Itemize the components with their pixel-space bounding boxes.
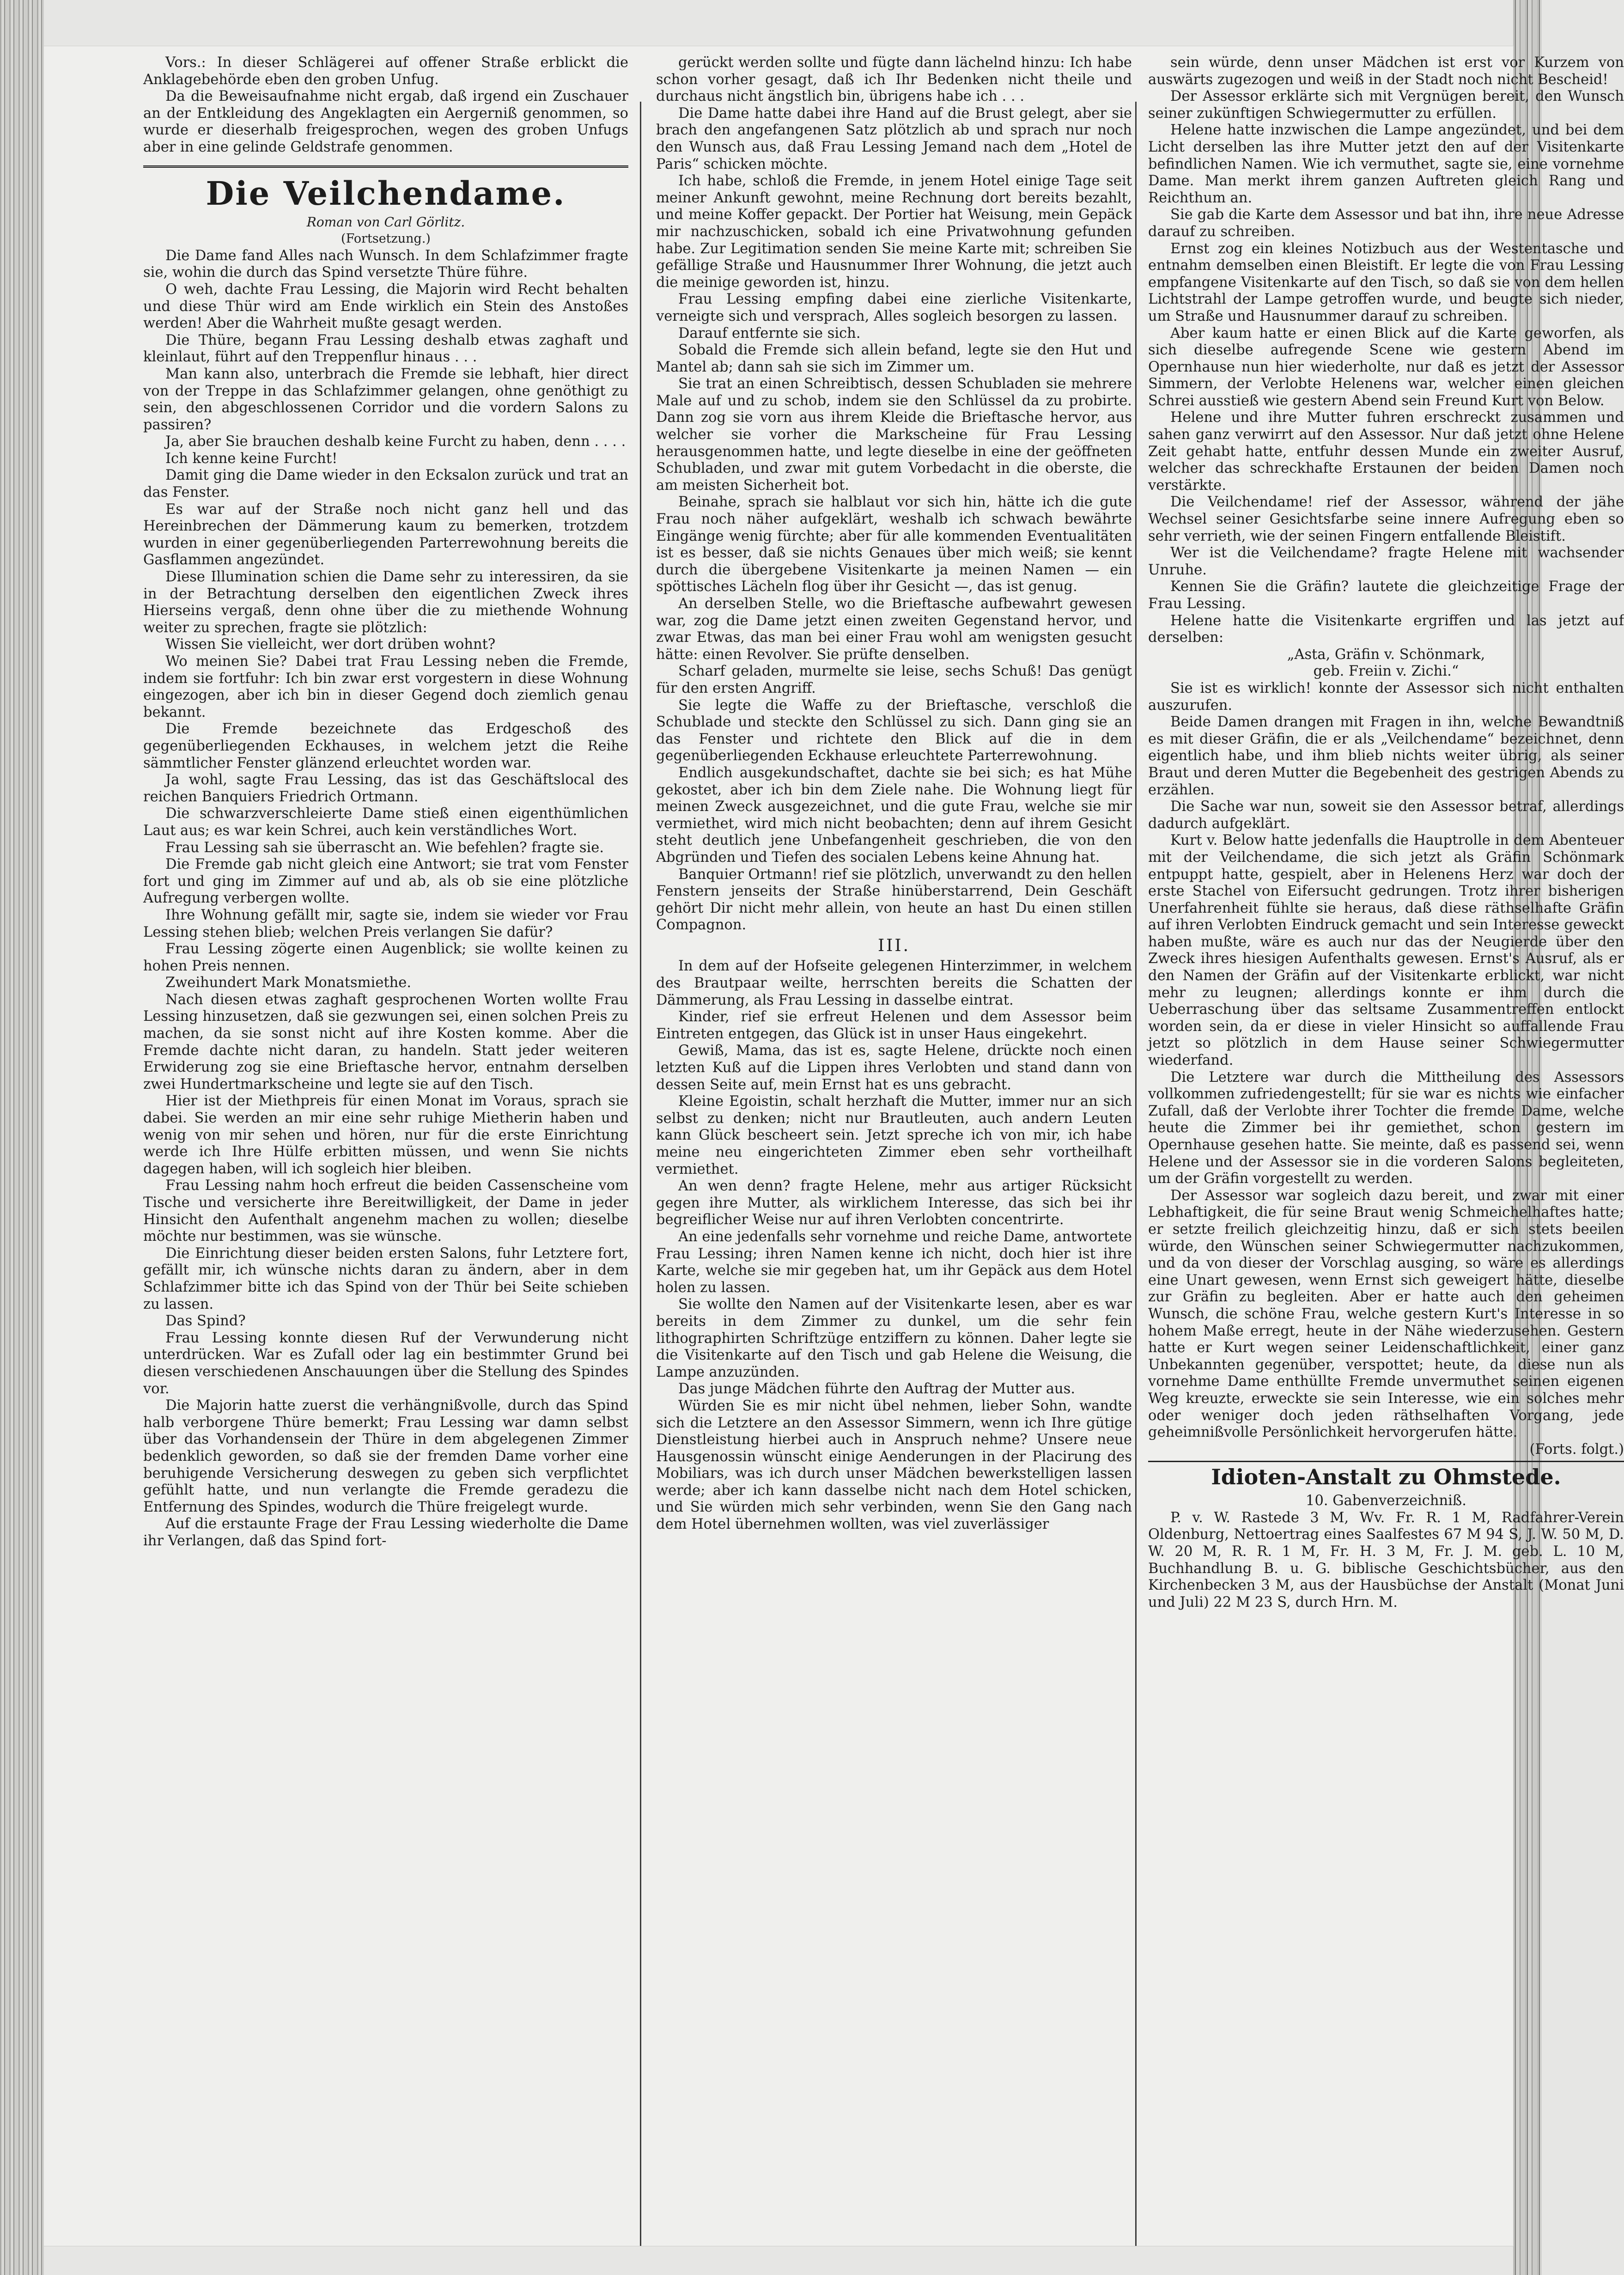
story-paragraph: Die Thüre, begann Frau Lessing deshalb etwas zaghaft und kleinlaut, führt auf den Treppenflur hinaus . . .	[143, 332, 628, 366]
chapter-number: III.	[877, 936, 911, 955]
story-body-col1	[143, 248, 628, 1550]
column-2	[656, 55, 1132, 2226]
story-paragraph: Ich habe, schloß die Fremde, in jenem Hotel einige Tage seit meiner Ankunft gewohnt, meine Rechnung dort bereits bezahlt, und meine Koffer gepackt. Der Portier hat Weisung, mein Gepäck mir nachzuschicken, sobald ich eine Privatwohnung gefunden habe. Zur Legitimation senden Sie meine Karte mit; schreiben Sie gefällige Straße und Hausnummer Ihrer Wohnung, die jetzt auch die meinige geworden ist, hinzu.	[656, 173, 1132, 291]
page-edge-left	[0, 0, 44, 2275]
intro-paragraph: Vors.: In dieser Schlägerei auf offener Straße erblickt die Anklagebehörde eben den groben Unfug.	[143, 55, 628, 88]
story-paragraph: Die Fremde gab nicht gleich eine Antwort; sie trat vom Fenster fort und ging im Zimmer auf und ab, als ob sie eine plötzliche Aufregung verbergen wollte.	[143, 856, 628, 907]
story-body-col3a	[1148, 55, 1624, 647]
story-paragraph: Die schwarzverschleierte Dame stieß einen eigenthümlichen Laut aus; es war kein Schrei, auch kein verständliches Wort.	[143, 805, 628, 839]
story-paragraph: Ihre Wohnung gefällt mir, sagte sie, indem sie wieder vor Frau Lessing stehen blieb; welchen Preis verlangen Sie dafür?	[143, 907, 628, 940]
story-paragraph: Sie ist es wirklich! konnte der Assessor sich nicht enthalten auszurufen.	[1148, 680, 1624, 714]
story-paragraph: Ich kenne keine Furcht!	[165, 450, 338, 467]
story-byline: Roman von Carl Görlitz.	[306, 214, 465, 230]
notice-text: P. v. W. Rastede 3 M, Wv. Fr. R. 1 M, Radfahrer-Verein Oldenburg, Nettoertrag eines Saalfestes 67 M 94 S, J. W. 50 M, D. W. 20 M, R. R. 1 M, Fr. H. 3 M, Fr. J. M. geb. L. 10 M, Buchhandlung B. u. G. biblische Geschichtsbücher, aus den Kirchenbecken 3 M, aus der Hausbüchse der Anstalt (Monat Juni und Juli) 22 M 23 S, durch Hrn. M.	[1148, 1509, 1624, 1610]
story-paragraph: Frau Lessing konnte diesen Ruf der Verwunderung nicht unterdrücken. War es Zufall oder lag ein bestimmter Grund bei diesen verschiedenen Anschauungen über die Stellung des Spindes vor.	[143, 1330, 628, 1397]
story-continued: (Fortsetzung.)	[341, 232, 431, 246]
story-paragraph: Nach diesen etwas zaghaft gesprochenen Worten wollte Frau Lessing hinzusetzen, daß sie gezwungen sei, einen solchen Preis zu machen, da sie sonst nicht auf ihre Kosten komme. Aber die Fremde dachte nicht daran, zu handeln. Statt jeder weiteren Erwiderung zog sie eine Brieftasche hervor, entnahm derselben zwei Hundertmarkscheine und legte sie auf den Tisch.	[143, 991, 628, 1092]
story-paragraph: Die Sache war nun, soweit sie den Assessor betraf, allerdings dadurch aufgeklärt.	[1148, 799, 1624, 832]
story-paragraph: Hier ist der Miethpreis für einen Monat im Voraus, sprach sie dabei. Sie werden an mir eine sehr ruhige Mietherin haben und wenig von mir sehen und hören, nur für die erste Einrichtung werde ich Ihre Hülfe erbitten müssen, und wenn Sie nichts dagegen haben, will ich sogleich hier bleiben.	[143, 1093, 628, 1177]
story-paragraph: Beinahe, sprach sie halblaut vor sich hin, hätte ich die gute Frau noch näher aufgeklärt, weshalb ich schwach bewährte Eingänge wenig fürchte; aber für alle kommenden Eventualitäten ist es besser, daß sie nichts Genaues über mich weiß; sie kennt durch die übergebene Visitenkarte ja meinen Namen — ein spöttisches Lächeln flog über ihr Gesicht —, das ist genug.	[656, 494, 1132, 595]
story-body-col2a	[656, 55, 1132, 934]
newspaper-page	[44, 46, 1624, 2246]
story-paragraph: Diese Illumination schien die Dame sehr zu interessiren, da sie in der Betrachtung derselben den eigentlichen Zweck ihres Hierseins vergaß, denn ohne über die zu miethende Wohnung weiter zu sprechen, fragte sie plötzlich:	[143, 569, 628, 636]
story-paragraph: Ja, aber Sie brauchen deshalb keine Furcht zu haben, denn . . . .	[165, 433, 626, 450]
intro-paragraph: Da die Beweisaufnahme nicht ergab, daß irgend ein Zuschauer an der Entkleidung des Angeklagten ein Aergerniß genommen, so wurde er dieserhalb freigesprochen, wegen des groben Unfugs aber in eine gelinde Geldstrafe genommen.	[143, 88, 628, 155]
story-paragraph: gerückt werden sollte und fügte dann lächelnd hinzu: Ich habe schon vorher gesagt, daß ich Ihr Bedenken nicht theile und durchaus nicht ängstlich bin, übrigens habe ich . . .	[656, 55, 1132, 105]
column-3	[1148, 55, 1624, 2226]
notice-rule	[1148, 1461, 1624, 1462]
story-paragraph: Banquier Ortmann! rief sie plötzlich, unverwandt zu den hellen Fenstern jenseits der Straße hinüberstarrend, Dein Geschäft gehört Dir nicht mehr allein, von heute an hast Du einen stillen Compagnon.	[656, 866, 1132, 933]
story-paragraph: Die Letztere war durch die Mittheilung des Assessors vollkommen zufriedengestellt; für sie war es nichts wie einfacher Zufall, daß der Verlobte ihrer Tochter die fremde Dame, welche heute die Zimmer bei ihr gemiethet, schon gestern im Opernhause gesehen hatte. Sie meinte, daß es passend sei, wenn Helene und der Assessor sie in die vorderen Salons begleiteten, um der Gräfin vorgestellt zu werden.	[1148, 1069, 1624, 1187]
story-paragraph: Ja wohl, sagte Frau Lessing, das ist das Geschäftslocal des reichen Banquiers Friedrich Ortmann.	[143, 772, 628, 805]
notice-subtitle: 10. Gabenverzeichniß.	[1306, 1493, 1466, 1509]
story-paragraph: Frau Lessing empfing dabei eine zierliche Visitenkarte, verneigte sich und versprach, Alles sogleich besorgen zu lassen.	[656, 291, 1132, 324]
story-paragraph: Darauf entfernte sie sich.	[678, 325, 861, 342]
section-divider	[143, 165, 628, 168]
story-paragraph: Frau Lessing zögerte einen Augenblick; sie wollte keinen zu hohen Preis nennen.	[143, 941, 628, 974]
story-paragraph: Die Majorin hatte zuerst die verhängnißvolle, durch das Spind halb verborgene Thüre bemerkt; Frau Lessing war damn selbst über das Vorhandensein der Thüre in dem abgelegenen Zimmer bedenklich geworden, so daß sie der fremden Dame vorher eine beruhigende Versicherung deswegen zu geben sich verpflichtet gefühlt hatte, und nun verlangte die Fremde geradezu die Entfernung des Spindes, wodurch die Thüre freigelegt wurde.	[143, 1397, 628, 1515]
story-paragraph: Aber kaum hatte er einen Blick auf die Karte geworfen, als sich dieselbe aufregende Scene wie gestern Abend im Opernhause nun hier wiederholte, nur daß es jetzt der Assessor Simmern, der Verlobte Helenens war, welcher einen gleichen Schrei ausstieß wie gestern Abend sein Freund Kurt von Below.	[1148, 325, 1624, 409]
story-paragraph: Die Fremde bezeichnete das Erdgeschoß des gegenüberliegenden Eckhauses, in welchem jetzt die Reihe sämmtlicher Fenster glänzend erleuchtet worden war.	[143, 721, 628, 771]
story-paragraph: Helene hatte inzwischen die Lampe angezündet, und bei dem Licht derselben las ihre Mutter jetzt den auf der Visitenkarte befindlichen Namen. Wie ich vermuthet, sagte sie, eine vornehme Dame. Man merkt ihrem ganzen Auftreten gleich Rang und Reichthum an.	[1148, 122, 1624, 206]
story-paragraph: Sobald die Fremde sich allein befand, legte sie den Hut und Mantel ab; dann sah sie sich im Zimmer um.	[656, 342, 1132, 375]
story-paragraph: Das Spind?	[165, 1313, 246, 1330]
story-paragraph: Wissen Sie vielleicht, wer dort drüben wohnt?	[165, 636, 496, 653]
story-paragraph: Damit ging die Dame wieder in den Ecksalon zurück und trat an das Fenster.	[143, 467, 628, 501]
column-rule	[640, 102, 641, 2246]
story-paragraph: Sie trat an einen Schreibtisch, dessen Schubladen sie mehrere Male auf und zu schob, indem sie den Schlüssel da zu probirte. Dann zog sie vorn aus ihrem Kleide die Brieftasche hervor, aus welcher sie vorher die Markscheine für Frau Lessing herausgenommen hatte, und legte dieselbe in eine der geöffneten Schubladen, und zwar mit gutem Vorbedacht in die oberste, die am meisten Sicherheit bot.	[656, 376, 1132, 494]
visiting-card-line: geb. Freiin v. Zichi.“	[1313, 663, 1459, 680]
story-paragraph: Man kann also, unterbrach die Fremde sie lebhaft, hier direct von der Treppe in das Schlafzimmer gelangen, ohne genöthigt zu sein, den abgeschlossenen Corridor und die vordern Salons zu passiren?	[143, 366, 628, 433]
story-paragraph: Scharf geladen, murmelte sie leise, sechs Schuß! Das genügt für den ersten Angriff.	[656, 663, 1132, 696]
story-paragraph: Die Einrichtung dieser beiden ersten Salons, fuhr Letztere fort, gefällt mir, ich wünsche nichts daran zu ändern, aber in dem Schlafzimmer bitte ich das Spind von der Thür bei Seite schieben zu lassen.	[143, 1245, 628, 1312]
story-paragraph: Frau Lessing sah sie überrascht an. Wie befehlen? fragte sie.	[165, 839, 604, 856]
story-paragraph: Sie gab die Karte dem Assessor und bat ihn, ihre neue Adresse darauf zu schreiben.	[1148, 207, 1624, 240]
story-paragraph: Sie legte die Waffe zu der Brieftasche, verschloß die Schublade und steckte den Schlüssel zu sich. Dann ging sie an das Fenster und richtete den Blick auf die in dem gegenüberliegenden Eckhause erleuchtete Parterrewohnung.	[656, 697, 1132, 764]
story-paragraph: O weh, dachte Frau Lessing, die Majorin wird Recht behalten und diese Thür wird am Ende wirklich ein Stein des Anstoßes werden! Aber die Wahrheit mußte gesagt werden.	[143, 281, 628, 332]
story-paragraph: sein würde, denn unser Mädchen ist erst vor Kurzem von auswärts zugezogen und weiß in der Stadt noch nicht Bescheid!	[1148, 55, 1624, 88]
story-paragraph: Sie wollte den Namen auf der Visitenkarte lesen, aber es war bereits in dem Zimmer zu dunkel, um die sehr fein lithographirten Schriftzüge entziffern zu können. Daher legte sie die Visitenkarte auf den Tisch und gab Helene die Weisung, die Lampe anzuzünden.	[656, 1296, 1132, 1380]
story-paragraph: Beide Damen drangen mit Fragen in ihn, welche Bewandtniß es mit dieser Gräfin, die er als „Veilchendame“ bezeichnet, denn eigentlich habe, und ihm blieb nichts weiter übrig, als seiner Braut und deren Mutter die Begebenheit des gestrigen Abends zu erzählen.	[1148, 714, 1624, 798]
story-paragraph: Die Dame fand Alles nach Wunsch. In dem Schlafzimmer fragte sie, wohin die durch das Spind versetzte Thüre führe.	[143, 247, 628, 281]
story-body-col3b	[1148, 680, 1624, 1441]
notice-title: Idioten-Anstalt zu Ohmstede.	[1211, 1464, 1561, 1490]
story-paragraph: An eine jedenfalls sehr vornehme und reiche Dame, antwortete Frau Lessing; ihren Namen kenne ich nicht, doch hier ist ihre Karte, welche sie mir gegeben hat, um ihr Gepäck aus dem Hotel holen zu lassen.	[656, 1228, 1132, 1296]
story-paragraph: An wen denn? fragte Helene, mehr aus artiger Rücksicht gegen ihre Mutter, als wirklichem Interesse, das sich bei ihr begreiflicher Weise nur auf ihren Verlobten concentrirte.	[656, 1178, 1132, 1228]
column-rule	[1135, 102, 1137, 2246]
story-paragraph: Frau Lessing nahm hoch erfreut die beiden Cassenscheine vom Tische und versicherte ihre Bereitwilligkeit, der Dame in jeder Hinsicht den Aufenthalt angenehm machen zu wollen; dieselbe möchte nur bestimmen, was sie wünsche.	[143, 1177, 628, 1245]
story-body-col2b	[656, 958, 1132, 1533]
story-paragraph: Der Assessor war sogleich dazu bereit, und zwar mit einer Lebhaftigkeit, die für seine Braut wenig Schmeichelhaftes hatte; er setzte freilich gleichzeitig hinzu, daß er sich stets beeilen würde, den Wünschen seiner Schwiegermutter nachzukommen, und da von dieser der Vorschlag ausging, so wäre es allerdings eine Unart gewesen, wenn Ernst sich geweigert hätte, dieselbe zur Gräfin zu begleiten. Aber er hatte auch den geheimen Wunsch, die schöne Frau, welche gestern Kurt's Interesse in so hohem Maße erregt, heute in der Nähe wiederzusehen. Gestern hatte er Kurt wegen seiner Leidenschaftlichkeit, einer ganz Unbekannten gegenüber, verspottet; heute, da diese nun als vornehme Dame enthüllte Fremde unvermuthet seinen eigenen Weg kreuzte, erweckte sie sein Interesse, wie ein solches mehr oder weniger doch jeden räthselhaften Vorgang, jede geheimnißvolle Persönlichkeit hervorgerufen hätte.	[1148, 1187, 1624, 1441]
story-paragraph: Zweihundert Mark Monatsmiethe.	[165, 975, 412, 991]
story-paragraph: Würden Sie es mir nicht übel nehmen, lieber Sohn, wandte sich die Letztere an den Assessor Simmern, wenn ich Ihre gütige Dienstleistung hierbei auch in Anspruch nehme? Unsere neue Hausgenossin wünscht einige Aenderungen in der Placirung des Mobiliars, was ich durch unser Mädchen bewerkstelligen lassen werde; aber ich kann dasselbe nicht nach dem Hotel schicken, und Sie würden mich sehr verbinden, wenn Sie den Gang nach dem Hotel übernehmen wollten, was viel zuverlässiger	[656, 1397, 1132, 1533]
continuation-note: (Forts. folgt.)	[1529, 1441, 1624, 1458]
story-paragraph: Kurt v. Below hatte jedenfalls die Hauptrolle in dem Abenteuer mit der Veilchendame, die sich jetzt als Gräfin Schönmark entpuppt hatte, gespielt, aber in Helenens Herz war doch der erste Stachel von Eifersucht gedrungen. Trotz ihrer bisherigen Unerfahrenheit fühlte sie heraus, daß diese räthselhafte Gräfin auf ihren Verlobten Eindruck gemacht und sein Interesse geweckt haben mußte, wäre es auch nur das der Neugierde über den Zweck ihres hiesigen Aufenthalts gewesen. Ernst's Ausruf, als er den Namen der Gräfin auf der Visitenkarte erblickt, war nicht mehr zu leugnen; allerdings konnte er ihm durch die Ueberraschung über das seltsame Zusammentreffen entlockt worden sein, da er diese in vieler Hinsicht so auffallende Frau jetzt so plötzlich in dem Hause seiner Schwiegermutter wiederfand.	[1148, 832, 1624, 1069]
story-paragraph: Die Veilchendame! rief der Assessor, während der jähe Wechsel seiner Gesichtsfarbe seine innere Aufregung eben so sehr verrieth, wie der seinen Fingern entfallende Bleistift.	[1148, 494, 1624, 544]
story-paragraph: In dem auf der Hofseite gelegenen Hinterzimmer, in welchem des Brautpaar weilte, herrschten bereits die Schatten der Dämmerung, als Frau Lessing in dasselbe eintrat.	[656, 958, 1132, 1008]
visiting-card-line: „Asta, Gräfin v. Schönmark,	[1287, 646, 1485, 663]
column-1	[143, 55, 628, 2226]
story-paragraph: Auf die erstaunte Frage der Frau Lessing wiederholte die Dame ihr Verlangen, daß das Spind fort-	[143, 1516, 628, 1549]
story-paragraph: Helene hatte die Visitenkarte ergriffen und las jetzt auf derselben:	[1148, 612, 1624, 646]
story-paragraph: Endlich ausgekundschaftet, dachte sie bei sich; es hat Mühe gekostet, aber ich bin dem Ziele nahe. Die Wohnung liegt für meinen Zweck ausgezeichnet, und die gute Frau, welche sie mir vermiethet, wird mich nicht beobachten; denn auf ihrem Gesicht steht deutlich jene Unbefangenheit geschrieben, die von den Abgründen und Tiefen des socialen Lebens keine Ahnung hat.	[656, 764, 1132, 866]
story-paragraph: Wo meinen Sie? Dabei trat Frau Lessing neben die Fremde, indem sie fortfuhr: Ich bin zwar erst vorgestern in diese Wohnung eingezogen, aber ich bin in dieser Gegend doch ziemlich genau bekannt.	[143, 653, 628, 720]
story-paragraph: Die Dame hatte dabei ihre Hand auf die Brust gelegt, aber sie brach den angefangenen Satz plötzlich ab und sprach nur noch den Wunsch aus, daß Frau Lessing Jemand nach dem „Hotel de Paris“ schicken möchte.	[656, 105, 1132, 172]
story-paragraph: Es war auf der Straße noch nicht ganz hell und das Hereinbrechen der Dämmerung kaum zu bemerken, trotzdem wurden in einer gegenüberliegenden Parterrewohnung bereits die Gasflammen angezündet.	[143, 501, 628, 568]
story-paragraph: Ernst zog ein kleines Notizbuch aus der Westentasche und entnahm demselben einen Bleistift. Er legte die von Frau Lessing empfangene Visitenkarte auf den Tisch, so daß sie von dem hellen Lichtstrahl der Lampe getroffen wurde, und beugte sich nieder, um Straße und Hausnummer darauf zu schreiben.	[1148, 240, 1624, 324]
story-paragraph: Kennen Sie die Gräfin? lautete die gleichzeitige Frage der Frau Lessing.	[1148, 579, 1624, 612]
story-paragraph: Kleine Egoistin, schalt herzhaft die Mutter, immer nur an sich selbst zu denken; nicht nur Brautleuten, auch andern Leuten kann Glück bescheert sein. Jetzt spreche ich von mir, ich habe meine neu eingerichteten Zimmer eben sehr vortheilhaft vermiethet.	[656, 1093, 1132, 1177]
story-paragraph: Gewiß, Mama, das ist es, sagte Helene, drückte noch einen letzten Kuß auf die Lippen ihres Verlobten und stand dann von dessen Seite auf, mein Ernst hat es uns gebracht.	[656, 1043, 1132, 1093]
story-paragraph: An derselben Stelle, wo die Brieftasche aufbewahrt gewesen war, zog die Dame jetzt einen zweiten Gegenstand hervor, und zwar Etwas, das man bei einer Frau wohl am wenigsten gesucht hätte: einen Revolver. Sie prüfte denselben.	[656, 596, 1132, 663]
story-title: Die Veilchendame.	[206, 174, 566, 213]
story-paragraph: Der Assessor erklärte sich mit Vergnügen bereit, den Wunsch seiner zukünftigen Schwiegermutter zu erfüllen.	[1148, 88, 1624, 122]
story-paragraph: Helene und ihre Mutter fuhren erschreckt zusammen und sahen ganz verwirrt auf den Assessor. Nur daß jetzt ohne Helene Zeit gehabt hatte, entfuhr dessen Munde ein zweiter Ausruf, welcher das schreckhafte Erstaunen der beiden Damen noch verstärkte.	[1148, 409, 1624, 494]
story-paragraph: Das junge Mädchen führte den Auftrag der Mutter aus.	[678, 1381, 1076, 1397]
story-paragraph: Kinder, rief sie erfreut Helenen und dem Assessor beim Eintreten entgegen, das Glück ist in unser Haus eingekehrt.	[656, 1009, 1132, 1042]
story-paragraph: Wer ist die Veilchendame? fragte Helene mit wachsender Unruhe.	[1148, 545, 1624, 578]
